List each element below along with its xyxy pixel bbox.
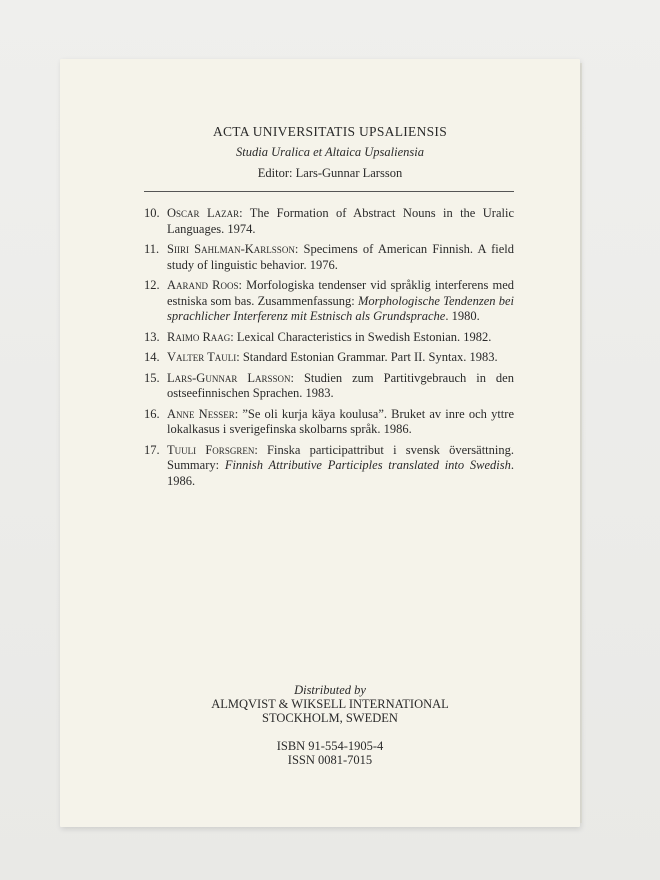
issn-number: ISSN 0081-7015 — [287, 753, 373, 767]
volume-title: The Formation of Abstract Nouns in the Uralic Languages. 1974. — [167, 206, 514, 236]
volume-title: Morfologiska tendenser vid språklig interferens med estniska som bas. Zusammenfassung: — [167, 278, 514, 308]
volume-summary-title: Finnish Attributive Participles translated into Swedish — [224, 458, 511, 472]
volume-number: 12. — [144, 278, 160, 292]
volume-citation: Oscar Lazar: The Formation of Abstract Nouns in the Uralic Languages. 1974. — [167, 206, 514, 236]
volume-author: Lars-Gunnar Larsson — [167, 370, 291, 385]
list-item — [0, 407, 660, 438]
volume-author: Siiri Sahlman-Karlsson — [167, 242, 295, 256]
volume-number: 13. — [144, 329, 160, 344]
volume-number: 17. — [144, 442, 160, 457]
volume-title: Finska participattribut i svensk översättning. Summary: — [167, 442, 514, 472]
isbn-number: ISBN 91-554-1905-4 — [276, 739, 384, 753]
volume-title: ”Se oli kurja käya koulusa”. Bruket av inre och yttre lokalkasus i sverigefinska skolbarns språk. 1986. — [167, 406, 514, 436]
volume-citation: Tuuli Forsgren: Finska participattribut i svensk översättning. Summary: Finnish Attributive Participles translated into Swedish. 1986. — [167, 442, 514, 488]
volume-author: Aarand Roos — [167, 278, 239, 292]
volume-title: Studien zum Partitivgebrauch in den ostseefinnischen Sprachen. 1983. — [167, 370, 514, 400]
publisher-location: STOCKHOLM, SWEDEN — [262, 711, 398, 725]
distributor-label: Distributed by — [294, 683, 366, 697]
volume-number: 14. — [144, 350, 160, 364]
volume-author: Valter Tauli — [167, 350, 237, 364]
publisher-name: ALMQVIST & WIKSELL INTERNATIONAL — [211, 697, 449, 711]
volume-title: Lexical Characteristics in Swedish Estonian. 1982. — [236, 329, 492, 344]
volume-author: Oscar Lazar — [167, 206, 240, 220]
volume-author: Tuuli Forsgren — [167, 442, 255, 457]
volume-author: Raimo Raag — [167, 329, 231, 344]
volume-number: 10. — [144, 206, 160, 220]
volume-number: 11. — [144, 242, 160, 256]
volume-citation: Siiri Sahlman-Karlsson: Specimens of American Finnish. A field study of linguistic behavior. 1976. — [167, 242, 514, 272]
volume-number: 16. — [144, 406, 160, 421]
series-title: ACTA UNIVERSITATIS UPSALIENSIS — [212, 124, 448, 139]
subseries-title: Studia Uralica et Altaica Upsaliensia — [236, 145, 424, 159]
list-item — [0, 350, 660, 366]
volume-title: Standard Estonian Grammar. Part II. Syntax. 1983. — [242, 350, 498, 364]
volume-title: Specimens of American Finnish. A field study of linguistic behavior. 1976. — [167, 242, 514, 272]
editor-line: Editor: Lars-Gunnar Larsson — [257, 166, 403, 180]
list-item — [0, 371, 660, 402]
list-item — [0, 330, 660, 346]
series-volume-list — [0, 206, 660, 494]
volume-citation: Anne Nesser: ”Se oli kurja käya koulusa”. Bruket av inre och yttre lokalkasus i sverigefinska skolbarns språk. 1986. — [167, 406, 514, 436]
list-item — [0, 278, 660, 325]
volume-number: 15. — [144, 370, 160, 385]
volume-author: Anne Nesser — [167, 406, 235, 421]
volume-citation: Lars-Gunnar Larsson: Studien zum Partitivgebrauch in den ostseefinnischen Sprachen. 1983. — [167, 370, 514, 400]
list-item — [0, 242, 660, 273]
volume-citation: Valter Tauli: Standard Estonian Grammar. Part II. Syntax. 1983. — [167, 350, 498, 364]
list-item — [0, 206, 660, 237]
volume-citation: Raimo Raag: Lexical Characteristics in Swedish Estonian. 1982. — [167, 329, 492, 344]
list-item — [0, 443, 660, 490]
divider-rule — [144, 191, 514, 192]
volume-summary-title: Morphologische Tendenzen bei sprachlicher Interferenz mit Estnisch als Grundsprache — [167, 293, 514, 323]
volume-citation: Aarand Roos: Morfologiska tendenser vid språklig interferens med estniska som bas. Zusammenfassung: Morphologische Tendenzen bei sprachlicher Interferenz mit Estnisch als Grundsprache. 1980. — [167, 278, 514, 323]
